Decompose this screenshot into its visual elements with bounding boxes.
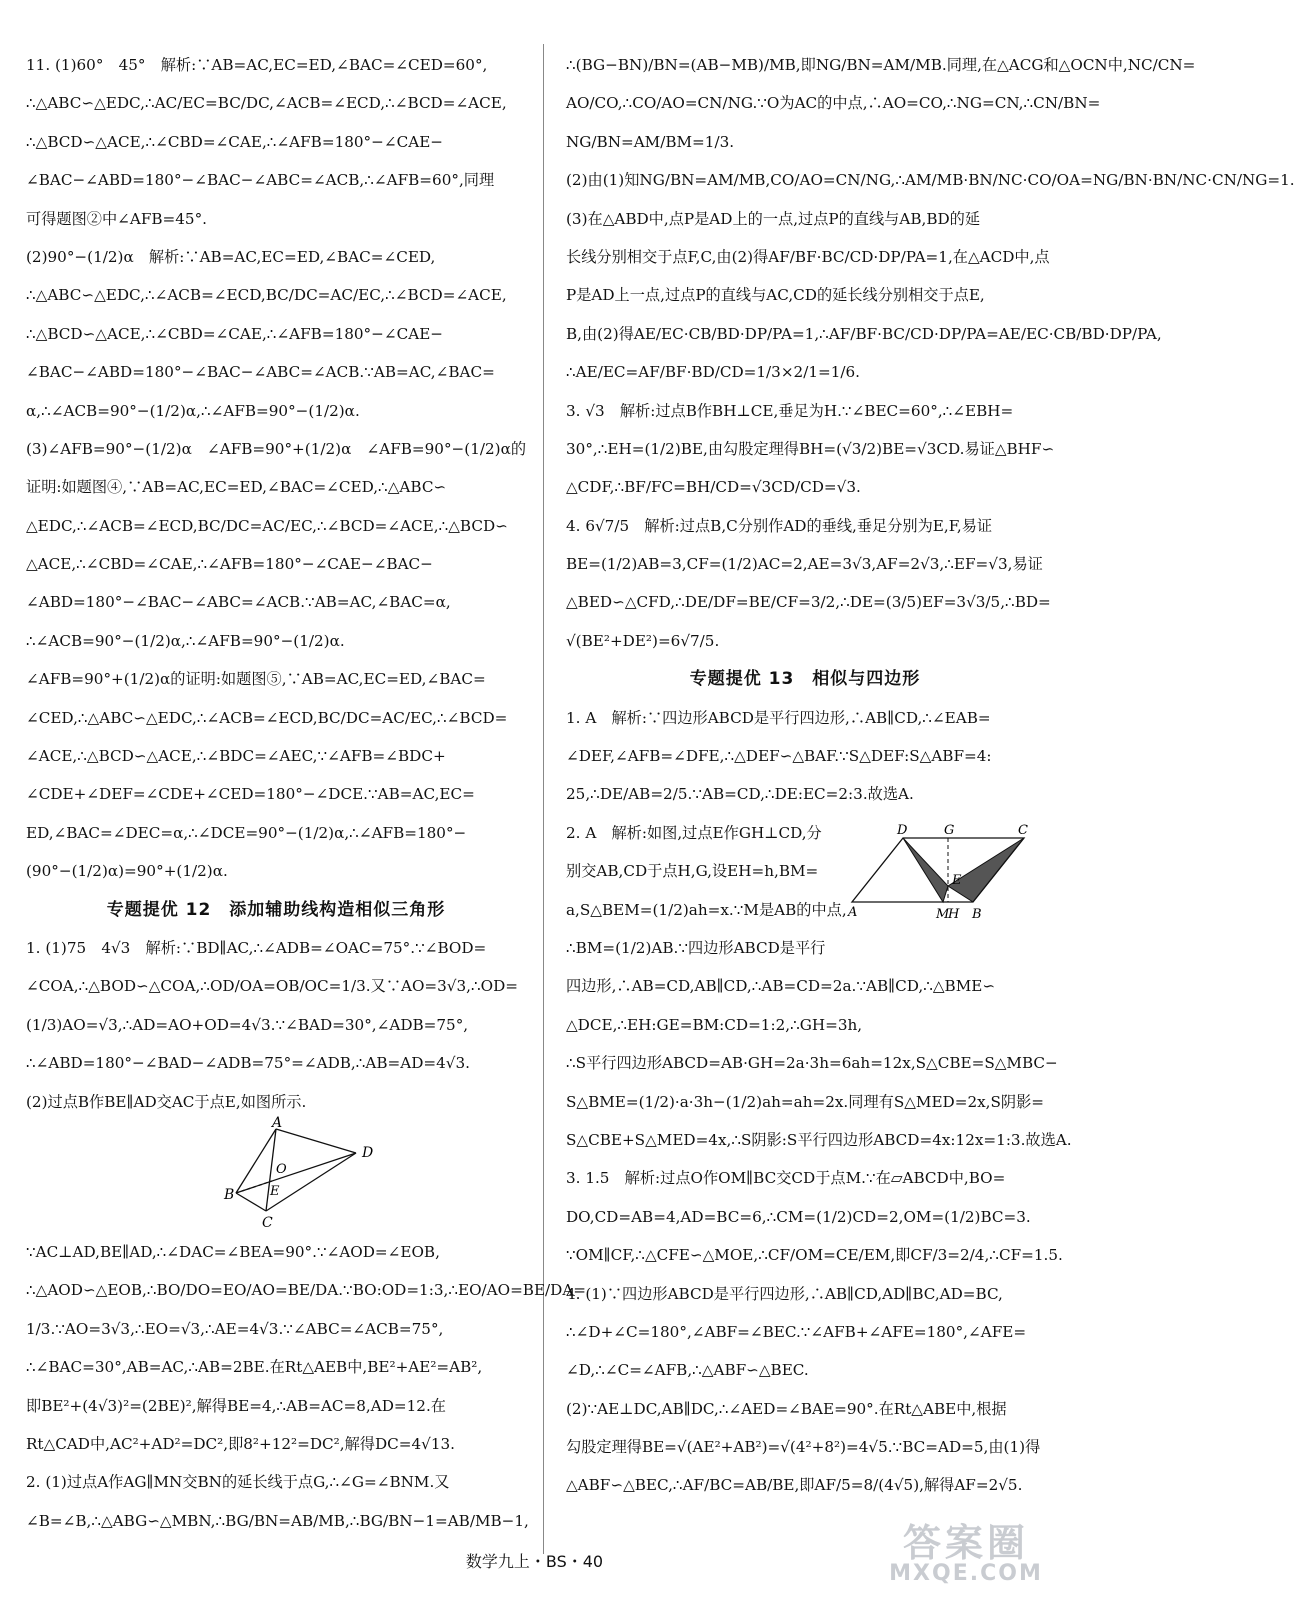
text-line: ∴△AOD∽△EOB,∴BO/DO=EO/AO=BE/DA.∵BO:OD=1:3,∴EO/AO=BE/DA= <box>26 1281 587 1300</box>
text-line: △DCE,∴EH:GE=BM:CD=1:2,∴GH=3h, <box>566 1015 863 1034</box>
text-line: 4. (1)∵四边形ABCD是平行四边形,∴AB∥CD,AD∥BC,AD=BC, <box>566 1284 1003 1303</box>
text-line: ∵OM∥CF,∴△CFE∽△MOE,∴CF/OM=CE/EM,即CF/3=2/4,∴CF=1.5. <box>566 1246 1063 1265</box>
section-title-13: 专题提优 13 相似与四边形 <box>689 669 921 690</box>
segment-AD <box>276 1129 356 1153</box>
text-line: ∠D,∴∠C=∠AFB,∴△ABF∽△BEC. <box>566 1361 809 1380</box>
watermark-logo <box>881 1512 1051 1592</box>
parallelogram-figure <box>848 818 1028 938</box>
page-footer: 数学九上・BS・40 <box>465 1552 604 1571</box>
text-line: 2. (1)过点A作AG∥MN交BN的延长线于点G,∴∠G=∠BNM.又 <box>26 1473 450 1492</box>
text-line: (90°−(1/2)α)=90°+(1/2)α. <box>26 862 228 881</box>
text-line: ∴△ABC∽△EDC,∴AC/EC=BC/DC,∠ACB=∠ECD,∴∠BCD=∠ACE, <box>26 94 507 113</box>
label-H: H <box>948 906 960 922</box>
segment-BC <box>236 1193 266 1211</box>
text-line: 2. A 解析:如图,过点E作GH⊥CD,分 <box>566 823 822 842</box>
label-C: C <box>262 1214 273 1231</box>
text-line: ∠AFB=90°+(1/2)α的证明:如题图⑤,∵AB=AC,EC=ED,∠BAC= <box>26 670 486 689</box>
text-line: a,S△BEM=(1/2)ah=x.∵M是AB的中点, <box>566 900 847 919</box>
text-line: BE=(1/2)AB=3,CF=(1/2)AC=2,AE=3√3,AF=2√3,∴EF=√3,易证 <box>566 555 1043 574</box>
triangle-diagram <box>26 1114 526 1233</box>
text-line: 别交AB,CD于点H,G,设EH=h,BM= <box>566 862 819 881</box>
right-column <box>566 46 1295 1505</box>
text-line: ∠BAC−∠ABD=180°−∠BAC−∠ABC=∠ACB,∴∠AFB=60°,同理 <box>26 171 495 190</box>
section-13-answers <box>566 699 1044 814</box>
text-line: ∴△BCD∽△ACE,∴∠CBD=∠CAE,∴∠AFB=180°−∠CAE− <box>26 324 444 343</box>
label-C: C <box>1018 822 1028 838</box>
text-line: (3)∠AFB=90°−(1/2)α ∠AFB=90°+(1/2)α ∠AFB=90°−(1/2)α的 <box>26 439 527 458</box>
text-line: ED,∠BAC=∠DEC=α,∴∠DCE=90°−(1/2)α,∴∠AFB=180°− <box>26 823 467 842</box>
text-line: △CDF,∴BF/FC=BH/CD=√3CD/CD=√3. <box>566 478 861 497</box>
text-line: ∴△ABC∽△EDC,∴∠ACB=∠ECD,BC/DC=AC/EC,∴∠BCD=∠ACE, <box>26 286 507 305</box>
text-line: ∠ACE,∴△BCD∽△ACE,∴∠BDC=∠AEC,∵∠AFB=∠BDC+ <box>26 747 446 766</box>
section-12-answers-continued <box>26 1233 587 1540</box>
text-line: (2)由(1)知NG/BN=AM/MB,CO/AO=CN/NG,∴AM/MB·BN/NC·CO/OA=NG/BN·BN/NC·CN/NG=1. <box>566 171 1295 190</box>
label-A: A <box>272 1114 283 1131</box>
label-M: M <box>936 906 950 922</box>
text-line: ∠COA,∴△BOD∽△COA,∴OD/OA=OB/OC=1/3.又∵AO=3√3,∴OD= <box>26 977 518 996</box>
section-12-answers <box>26 929 526 1121</box>
text-line: B,由(2)得AE/EC·CB/BD·DP/PA=1,∴AF/BF·BC/CD·DP/PA=AE/EC·CB/BD·DP/PA, <box>566 324 1162 343</box>
column-divider <box>543 44 544 1554</box>
text-line: 1/3.∵AO=3√3,∴EO=√3,∴AE=4√3.∵∠ABC=∠ACB=75°, <box>26 1319 444 1338</box>
text-line: ∠CDE+∠DEF=∠CDE+∠CED=180°−∠DCE.∵AB=AC,EC= <box>26 785 475 804</box>
text-line: ∠DEF,∠AFB=∠DFE,∴△DEF∽△BAF.∵S△DEF:S△ABF=4: <box>566 747 992 766</box>
text-line: △ABF∽△BEC,∴AF/BC=AB/BE,即AF/5=8/(4√5),解得AF=2√5. <box>566 1476 1023 1495</box>
text-line: DO,CD=AB=4,AD=BC=6,∴CM=(1/2)CD=2,OM=(1/2)BC=3. <box>566 1207 1031 1226</box>
text-line: △EDC,∴∠ACB=∠ECD,BC/DC=AC/EC,∴∠BCD=∠ACE,∴△BCD∽ <box>26 516 508 535</box>
text-line: ∴S平行四边形ABCD=AB·GH=2a·3h=6ah=12x,S△CBE=S△MBC− <box>566 1054 1058 1073</box>
watermark-top-text: 答案圈 <box>902 1521 1029 1565</box>
text-line: 3. 1.5 解析:过点O作OM∥BC交CD于点M.∵在▱ABCD中,BO= <box>566 1169 1006 1188</box>
text-line: 11. (1)60° 45° 解析:∵AB=AC,EC=ED,∠BAC=∠CED=60°, <box>26 56 488 74</box>
text-line: (1/3)AO=√3,∴AD=AO+OD=4√3.∵∠BAD=30°,∠ADB=75°, <box>26 1015 469 1034</box>
text-line: √(BE²+DE²)=6√7/5. <box>566 631 720 650</box>
text-line: ∴△BCD∽△ACE,∴∠CBD=∠CAE,∴∠AFB=180°−∠CAE− <box>26 132 444 151</box>
text-line: (2)90°−(1/2)α 解析:∵AB=AC,EC=ED,∠BAC=∠CED, <box>26 247 436 266</box>
text-line: 4. 6√7/5 解析:过点B,C分别作AD的垂线,垂足分别为E,F,易证 <box>566 516 993 535</box>
label-G: G <box>944 822 955 838</box>
label-D: D <box>897 822 908 838</box>
text-line: ∴∠D+∠C=180°,∠ABF=∠BEC.∵∠AFB+∠AFE=180°,∠AFE= <box>566 1322 1027 1341</box>
text-line: ∠CED,∴△ABC∽△EDC,∴∠ACB=∠ECD,BC/DC=AC/EC,∴∠BCD= <box>26 708 508 727</box>
section-13-answers-continued <box>566 967 1072 1504</box>
label-B: B <box>224 1186 235 1203</box>
text-line: α,∴∠ACB=90°−(1/2)α,∴∠AFB=90°−(1/2)α. <box>26 401 360 420</box>
text-line: AO/CO,∴CO/AO=CN/NG.∵O为AC的中点,∴AO=CO,∴NG=CN,∴CN/BN= <box>566 94 1101 113</box>
text-line: S△BME=(1/2)·a·3h−(1/2)ah=ah=2x.同理有S△MED=2x,S阴影= <box>566 1092 1044 1111</box>
label-B: B <box>972 906 982 922</box>
text-line: △ACE,∴∠CBD=∠CAE,∴∠AFB=180°−∠CAE−∠BAC− <box>26 555 433 574</box>
text-line: ∴(BG−BN)/BN=(AB−MB)/MB,即NG/BN=AM/MB.同理,在△ACG和△OCN中,NC/CN= <box>566 56 1196 74</box>
text-line: ∴BM=(1/2)AB.∵四边形ABCD是平行 <box>566 938 826 957</box>
triangle-figure <box>26 1114 526 1233</box>
text-line: ∠ABD=180°−∠BAC−∠ABC=∠ACB.∵AB=AC,∠BAC=α, <box>26 593 451 612</box>
question-2-with-figure <box>566 814 1044 968</box>
text-line: (2)∵AE⊥DC,AB∥DC,∴∠AED=∠BAE=90°.在Rt△ABE中,根据 <box>566 1399 1007 1418</box>
label-D: D <box>362 1144 374 1161</box>
label-E: E <box>270 1183 280 1199</box>
text-line: ∴∠ACB=90°−(1/2)α,∴∠AFB=90°−(1/2)α. <box>26 631 345 650</box>
text-line: 1. (1)75 4√3 解析:∵BD∥AC,∴∠ADB=∠OAC=75°.∵∠BOD= <box>26 938 487 957</box>
label-A: A <box>848 904 858 920</box>
text-line: ∴AE/EC=AF/BF·BD/CD=1/3×2/1=1/6. <box>566 363 860 382</box>
text-line: 1. A 解析:∵四边形ABCD是平行四边形,∴AB∥CD,∴∠EAB= <box>566 708 991 727</box>
text-line: 即BE²+(4√3)²=(2BE)²,解得BE=4,∴AB=AC=8,AD=12.在 <box>26 1396 446 1415</box>
text-line: 30°,∴EH=(1/2)BE,由勾股定理得BH=(√3/2)BE=√3CD.易证△BHF∽ <box>566 439 1055 458</box>
text-line: 可得题图②中∠AFB=45°. <box>26 209 207 228</box>
left-column <box>26 46 587 1540</box>
text-line: (2)过点B作BE∥AD交AC于点E,如图所示. <box>26 1092 307 1111</box>
text-line: 四边形,∴AB=CD,AB∥CD,∴AB=CD=2a.∵AB∥CD,∴△BME∽ <box>566 977 996 996</box>
text-line: ∠B=∠B,∴△ABG∽△MBN,∴BG/BN=AB/MB,∴BG/BN−1=AB/MB−1, <box>26 1511 529 1530</box>
section-title-12: 专题提优 12 添加辅助线构造相似三角形 <box>106 899 446 920</box>
answer-11 <box>26 46 526 891</box>
section-12-answers-right <box>566 46 1295 660</box>
text-line: ∵AC⊥AD,BE∥AD,∴∠DAC=∠BEA=90°.∵∠AOD=∠EOB, <box>26 1242 440 1261</box>
text-line: 3. √3 解析:过点B作BH⊥CE,垂足为H.∵∠BEC=60°,∴∠EBH= <box>566 401 1014 420</box>
text-line: 25,∴DE/AB=2/5.∵AB=CD,∴DE:EC=2:3.故选A. <box>566 785 914 804</box>
text-line: NG/BN=AM/BM=1/3. <box>566 132 735 151</box>
label-O: O <box>276 1161 287 1177</box>
text-line: 勾股定理得BE=√(AE²+AB²)=√(4²+8²)=4√5.∵BC=AD=5,由(1)得 <box>566 1438 1041 1457</box>
shaded-triangle-MED <box>903 838 948 902</box>
text-line: ∴∠ABD=180°−∠BAD−∠ADB=75°=∠ADB,∴AB=AD=4√3. <box>26 1054 470 1073</box>
text-line: 证明:如题图④,∵AB=AC,EC=ED,∠BAC=∠CED,∴△ABC∽ <box>26 478 447 497</box>
text-line: △BED∽△CFD,∴DE/DF=BE/CF=3/2,∴DE=(3/5)EF=3√3/5,∴BD= <box>566 593 1051 612</box>
text-line: S△CBE+S△MED=4x,∴S阴影:S平行四边形ABCD=4x:12x=1:3.故选A. <box>566 1130 1072 1149</box>
watermark-bottom-text: MXQE.COM <box>889 1561 1043 1586</box>
text-line: P是AD上一点,过点P的直线与AC,CD的延长线分别相交于点E, <box>566 286 985 305</box>
text-line: ∠BAC−∠ABD=180°−∠BAC−∠ABC=∠ACB.∵AB=AC,∠BAC= <box>26 363 495 382</box>
question-2-text <box>566 814 856 968</box>
text-line: Rt△CAD中,AC²+AD²=DC²,即8²+12²=DC²,解得DC=4√13. <box>26 1434 455 1453</box>
text-line: 长线分别相交于点F,C,由(2)得AF/BF·BC/CD·DP/PA=1,在△ACD中,点 <box>566 247 1050 266</box>
text-line: ∴∠BAC=30°,AB=AC,∴AB=2BE.在Rt△AEB中,BE²+AE²=AB², <box>26 1358 483 1377</box>
label-E: E <box>952 872 962 888</box>
shaded-triangle-CBE <box>948 838 1024 902</box>
text-line: (3)在△ABD中,点P是AD上的一点,过点P的直线与AB,BD的延 <box>566 209 981 228</box>
